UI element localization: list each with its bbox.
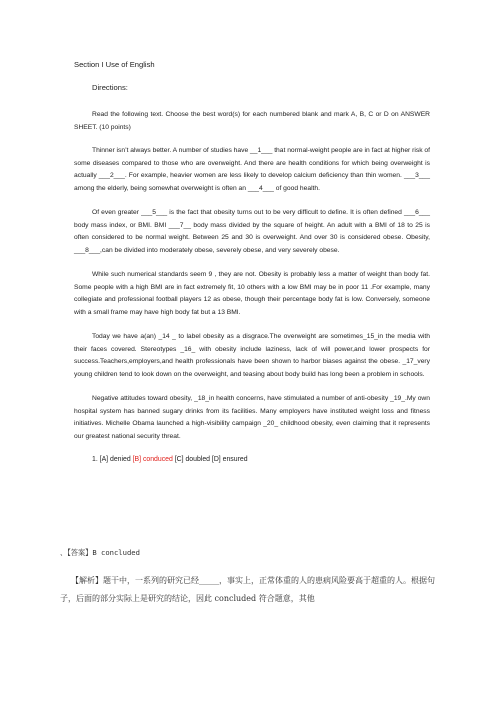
passage-paragraph-4: Today we have a(an) _14 _ to label obesity as a disgrace.The overweight are sometimes_15_in the media with their faces covered. Stereotypes _16_ with obesity include laziness, lack of will power,and lower prospects for success.Teachers,employers,and health professionals have been shown to harbor biases against the obese. _17_very young children tend to look down on the overweight, and teasing about body build has long been a problem in schools. bbox=[74, 333, 430, 378]
passage-paragraph-2: Of even greater ___5___ is the fact that obesity turns out to be very difficult to define. It is often defined ___6___ body mass index, or BMI. BMI ___7__ body mass divided by the square of height. An adult with a BMI of 18 to 25 is often considered to be normal weight. Between 25 and 30 is overweight. And over 30 is considered obese. Obesity, ___8___,can be divided into moderately obese, severely obese, and very severely obese. bbox=[74, 209, 430, 254]
passage-paragraph-5: Negative attitudes toward obesity, _18_in health concerns, have stimulated a number of anti-obesity _19_.My own hospital system has banned sugary drinks from its facilities. Many employers have instituted weight loss and fitness initiatives. Michelle Obama launched a high-visibility campaign _20_ childhood obesity, even claiming that it represents our greatest national security threat. bbox=[74, 395, 430, 440]
question-1-selected-option: [B] conduced bbox=[132, 456, 173, 463]
question-1-options bbox=[74, 455, 430, 465]
passage-paragraph-3: While such numerical standards seem 9 , they are not. Obesity is probably less a matter of weight than body fat. Some people with a high BMI are in fact extremely fit, 10 others with a low BMI may be in poor 11 .For example, many collegiate and professional football players 12 as obese, though their percentage body fat is low. Conversely, someone with a small frame may have high body fat but a 13 BMI. bbox=[74, 271, 430, 316]
directions-label: Directions: bbox=[92, 83, 128, 92]
question-1-suffix: [C] doubled [D] ensured bbox=[172, 456, 248, 463]
answer-line: 、【答案】B concluded bbox=[60, 548, 140, 557]
main-column bbox=[74, 60, 430, 473]
passage-paragraph-1: Thinner isn’t always better. A number of studies have __1___ that normal-weight people are in fact at higher risk of some diseases compared to those who are overweight. And there are health conditions for which being overweight is actually ___2___. For example, heavier women are less likely to develop calcium deficiency than thin women. ___3___ among the elderly, being somewhat overweight is often an ___4___ of good health. bbox=[74, 147, 430, 192]
question-1-prefix: 1. [A] denied bbox=[92, 456, 133, 463]
section-title: Section I Use of English bbox=[74, 60, 155, 69]
analysis-text: 【解析】题干中，一系列的研究已经_____，事实上，正常体重的人的患病风险要高于超重的人。根据句子，后面的部分实际上是研究的结论，因此 concluded 符合题意，其他 bbox=[60, 576, 435, 603]
directions-text: Read the following text. Choose the best word(s) for each numbered blank and mark A, B, C or D on ANSWER SHEET. (10 points) bbox=[74, 111, 430, 131]
